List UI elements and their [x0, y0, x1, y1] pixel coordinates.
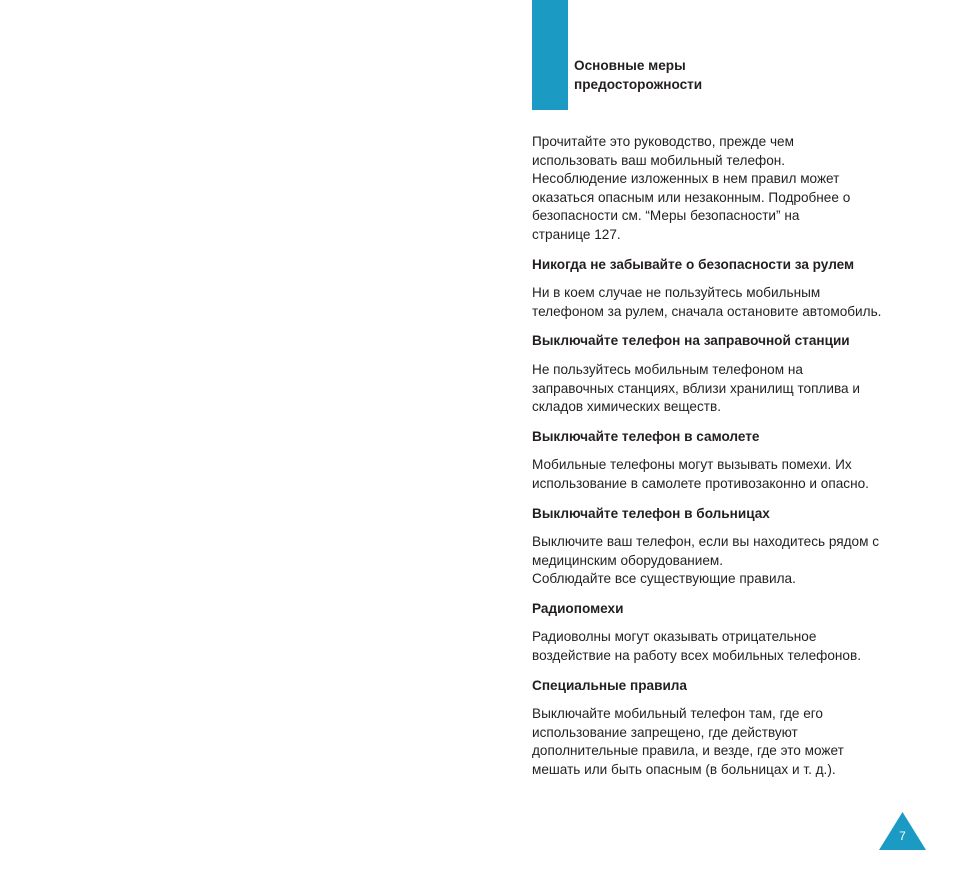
- section-airplane: [532, 428, 912, 494]
- section-text: Выключайте мобильный телефон там, где его использование запрещено, где действуют дополнительные правила, и везде, где это может мешать или быть опасным (в больницах и т. д.).: [532, 706, 844, 778]
- section-heading: Никогда не забывайте о безопасности за рулем: [532, 256, 855, 272]
- page-content: [532, 133, 912, 791]
- section-interference: [532, 600, 912, 666]
- intro-paragraph: Прочитайте это руководство, прежде чем использовать ваш мобильный телефон. Несоблюдение изложенных в нем правил может оказаться опасным или незаконным. Подробнее о безопасности см. “Меры безопасности” на странице 127.: [532, 134, 851, 242]
- title-accent-bar: [532, 0, 568, 110]
- section-gas-station: [532, 332, 912, 416]
- section-heading: Выключайте телефон на заправочной станции: [532, 333, 850, 349]
- section-text: Радиоволны могут оказывать отрицательное воздействие на работу всех мобильных телефонов.: [532, 629, 861, 664]
- section-special-rules: [532, 677, 912, 780]
- section-text: Выключите ваш телефон, если вы находитесь рядом с медицинским оборудованием. Соблюдайте все существующие правила.: [532, 534, 880, 587]
- page-number: 7: [899, 829, 906, 843]
- page-title: Основные меры предосторожности: [574, 58, 703, 92]
- section-heading: Специальные правила: [532, 677, 687, 693]
- page-number-badge: [879, 812, 926, 850]
- section-heading: Выключайте телефон в самолете: [532, 428, 760, 444]
- section-hospitals: [532, 505, 912, 589]
- section-heading: Радиопомехи: [532, 600, 624, 616]
- section-text: Не пользуйтесь мобильным телефоном на заправочных станциях, вблизи хранилищ топлива и складов химических веществ.: [532, 361, 860, 415]
- section-text: Мобильные телефоны могут вызывать помехи. Их использование в самолете противозаконно и опасно.: [532, 457, 869, 491]
- section-driving: [532, 256, 912, 322]
- section-text: Ни в коем случае не пользуйтесь мобильным телефоном за рулем, сначала остановите автомобиль.: [532, 285, 882, 319]
- section-heading: Выключайте телефон в больницах: [532, 505, 770, 521]
